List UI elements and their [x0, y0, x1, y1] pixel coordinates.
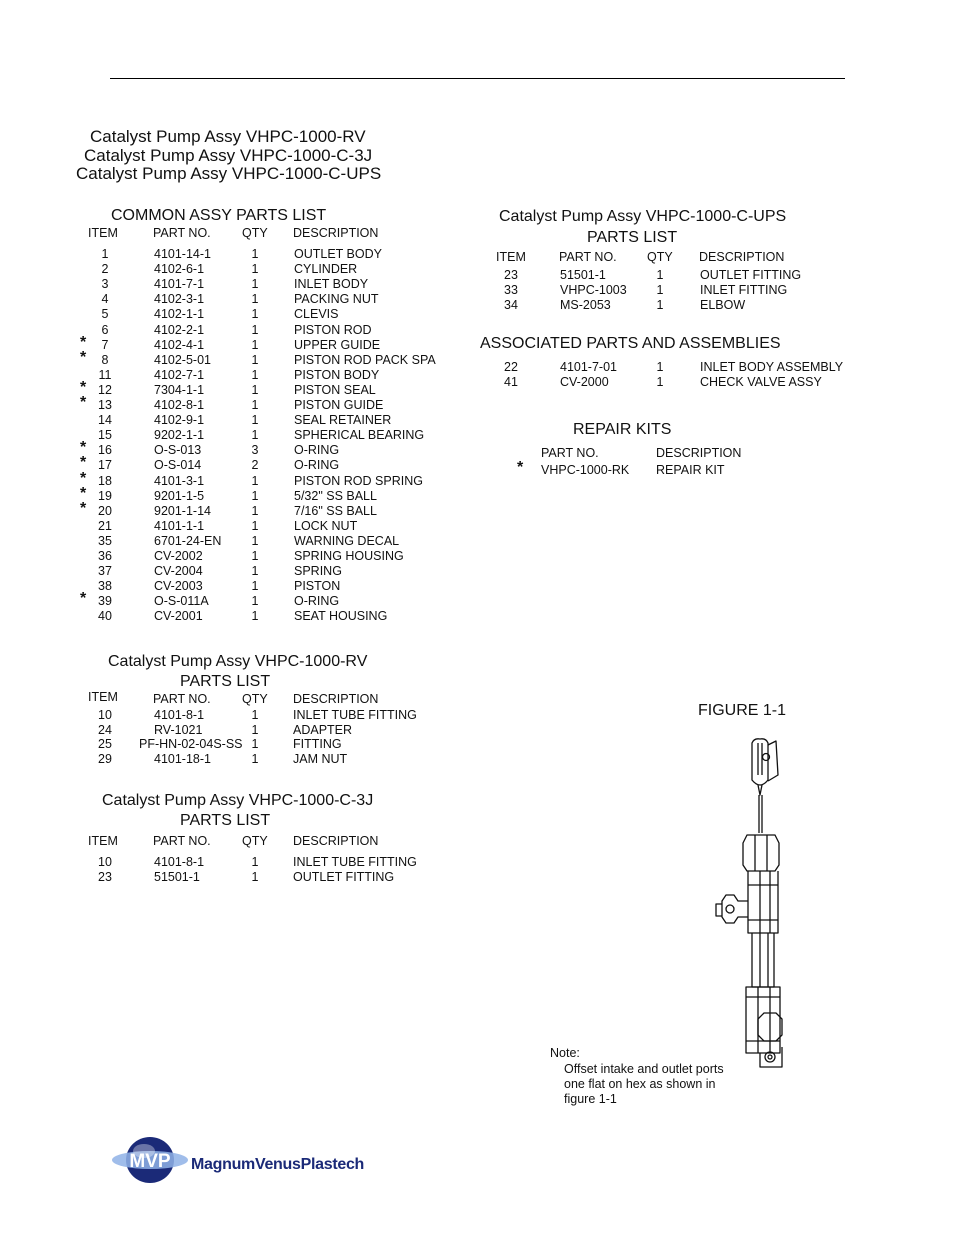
mvp-globe-icon [110, 1133, 190, 1188]
ups-row-qty: 1 [656, 283, 664, 297]
associated-row-item: 41 [504, 375, 518, 389]
common-row-desc: OUTLET BODY [294, 247, 382, 261]
common-row-qty: 1 [251, 277, 259, 291]
rv-row-qty: 1 [251, 708, 259, 722]
repair-kit-star: * [517, 459, 524, 476]
common-row-part: 4102-5-01 [154, 353, 211, 367]
common-row-qty: 1 [251, 323, 259, 337]
ups-row-item: 33 [504, 283, 518, 297]
common-row-part: 4102-8-1 [154, 398, 205, 412]
common-row-star: * [80, 470, 87, 487]
ups-row-item: 34 [504, 298, 518, 312]
common-row-desc: LOCK NUT [294, 519, 358, 533]
rv-row-desc: JAM NUT [293, 752, 348, 766]
common-row-qty: 1 [251, 489, 259, 503]
rv-header-desc: DESCRIPTION [293, 692, 379, 706]
common-row-qty: 1 [251, 338, 259, 352]
ups-row-desc: INLET FITTING [700, 283, 788, 297]
common-row-item: 20 [98, 504, 112, 518]
common-row-desc: CLEVIS [294, 307, 339, 321]
rv-row-desc: FITTING [293, 737, 342, 751]
common-row-part: O-S-014 [154, 458, 202, 472]
common-row-item: 11 [98, 368, 112, 382]
header-part: PART NO. [153, 226, 211, 240]
ups-list-title: Catalyst Pump Assy VHPC-1000-C-UPS [499, 208, 787, 225]
common-row-qty: 1 [251, 368, 259, 382]
common-row-qty: 1 [251, 579, 259, 593]
common-row-desc: INLET BODY [294, 277, 369, 291]
common-list-title: COMMON ASSY PARTS LIST [111, 207, 327, 224]
common-row-desc: UPPER GUIDE [294, 338, 381, 352]
common-row-item: 38 [98, 579, 112, 593]
common-row-desc: PISTON ROD [294, 323, 372, 337]
title-rv: Catalyst Pump Assy VHPC-1000-RV [90, 127, 366, 146]
rv-header-qty: QTY [242, 692, 268, 706]
rv-header-item: ITEM [88, 690, 118, 704]
logo-name: MagnumVenusPlastech [191, 1156, 365, 1173]
common-row-part: CV-2004 [154, 564, 203, 578]
c3j-row-part: 4101-8-1 [154, 855, 205, 869]
rv-row-qty: 1 [251, 737, 259, 751]
common-row-star: * [80, 379, 87, 396]
common-row-desc: O-RING [294, 594, 340, 608]
common-row-item: 16 [98, 443, 112, 457]
common-row-part: 9202-1-1 [154, 428, 205, 442]
common-row-star: * [80, 439, 87, 456]
header-desc: DESCRIPTION [293, 226, 379, 240]
common-row-qty: 1 [251, 609, 259, 623]
common-row-item: 12 [98, 383, 112, 397]
common-row-part: 4101-1-1 [154, 519, 205, 533]
ups-row-desc: ELBOW [700, 298, 746, 312]
company-logo [110, 1133, 400, 1188]
c3j-row-qty: 1 [251, 855, 259, 869]
common-row-desc: PISTON BODY [294, 368, 380, 382]
ups-row-desc: OUTLET FITTING [700, 268, 802, 282]
c3j-row-qty: 1 [251, 870, 259, 884]
common-row-qty: 1 [251, 428, 259, 442]
repair-kit-desc: REPAIR KIT [656, 463, 725, 477]
common-row-part: 4102-1-1 [154, 307, 205, 321]
common-row-item: 8 [101, 353, 109, 367]
ups-row-qty: 1 [656, 268, 664, 282]
common-row-star: * [80, 394, 87, 411]
common-row-qty: 1 [251, 474, 259, 488]
ups-row-part: VHPC-1003 [560, 283, 627, 297]
common-row-item: 39 [98, 594, 112, 608]
common-row-item: 1 [101, 247, 109, 261]
common-row-desc: PISTON SEAL [294, 383, 376, 397]
common-row-desc: O-RING [294, 458, 340, 472]
common-row-part: 4102-9-1 [154, 413, 205, 427]
common-row-star: * [80, 454, 87, 471]
associated-row-part: 4101-7-01 [560, 360, 617, 374]
ups-row-item: 23 [504, 268, 518, 282]
c3j-row-item: 23 [98, 870, 112, 884]
common-row-qty: 1 [251, 247, 259, 261]
common-row-item: 13 [98, 398, 112, 412]
note-line-1: Offset intake and outlet ports [564, 1062, 724, 1076]
common-row-part: 6701-24-EN [154, 534, 222, 548]
common-row-item: 17 [98, 458, 112, 472]
common-row-star: * [80, 349, 87, 366]
common-row-item: 15 [98, 428, 112, 442]
common-row-part: 9201-1-5 [154, 489, 205, 503]
top-rule [110, 78, 845, 79]
common-row-qty: 1 [251, 398, 259, 412]
common-row-desc: 5/32" SS BALL [294, 489, 377, 503]
rv-row-part: RV-1021 [154, 723, 203, 737]
associated-row-item: 22 [504, 360, 518, 374]
common-row-desc: SEAT HOUSING [294, 609, 388, 623]
common-row-qty: 1 [251, 307, 259, 321]
common-row-item: 7 [101, 338, 109, 352]
common-row-qty: 1 [251, 534, 259, 548]
common-row-qty: 2 [251, 458, 259, 472]
rv-row-item: 29 [98, 752, 112, 766]
rv-row-desc: INLET TUBE FITTING [293, 708, 417, 722]
common-row-star: * [80, 500, 87, 517]
common-row-desc: SPRING [294, 564, 342, 578]
ups-header-qty: QTY [647, 250, 673, 264]
common-row-star: * [80, 485, 87, 502]
common-row-desc: PISTON ROD SPRING [294, 474, 423, 488]
ups-list-subtitle: PARTS LIST [587, 229, 678, 246]
rv-row-item: 25 [98, 737, 112, 751]
common-row-item: 40 [98, 609, 112, 623]
ups-row-part: MS-2053 [560, 298, 611, 312]
common-row-part: CV-2003 [154, 579, 203, 593]
title-c3j: Catalyst Pump Assy VHPC-1000-C-3J [84, 146, 373, 165]
c3j-header-desc: DESCRIPTION [293, 834, 379, 848]
ups-row-part: 51501-1 [560, 268, 606, 282]
title-ups: Catalyst Pump Assy VHPC-1000-C-UPS [76, 164, 382, 183]
c3j-header-part: PART NO. [153, 834, 211, 848]
common-row-part: 4102-6-1 [154, 262, 205, 276]
common-row-desc: PACKING NUT [294, 292, 379, 306]
common-row-qty: 1 [251, 519, 259, 533]
common-row-item: 21 [98, 519, 112, 533]
rv-row-item: 24 [98, 723, 112, 737]
ups-header-desc: DESCRIPTION [699, 250, 785, 264]
associated-row-qty: 1 [656, 375, 664, 389]
pump-drawing [700, 735, 810, 1075]
common-row-desc: 7/16" SS BALL [294, 504, 377, 518]
associated-row-qty: 1 [656, 360, 664, 374]
c3j-row-part: 51501-1 [154, 870, 200, 884]
repair-header-part: PART NO. [541, 446, 599, 460]
rv-header-part: PART NO. [153, 692, 211, 706]
rv-list-title: Catalyst Pump Assy VHPC-1000-RV [108, 653, 368, 670]
common-row-qty: 1 [251, 383, 259, 397]
figure-label: FIGURE 1-1 [698, 702, 787, 719]
common-row-part: 9201-1-14 [154, 504, 211, 518]
common-row-part: 4101-7-1 [154, 277, 205, 291]
common-row-qty: 1 [251, 292, 259, 306]
common-row-qty: 1 [251, 549, 259, 563]
rv-row-qty: 1 [251, 723, 259, 737]
associated-row-part: CV-2000 [560, 375, 609, 389]
ups-header-part: PART NO. [559, 250, 617, 264]
c3j-header-item: ITEM [88, 834, 118, 848]
header-qty: QTY [242, 226, 268, 240]
associated-row-desc: INLET BODY ASSEMBLY [700, 360, 844, 374]
common-row-part: 4102-2-1 [154, 323, 205, 337]
c3j-header-qty: QTY [242, 834, 268, 848]
common-row-part: 4102-4-1 [154, 338, 205, 352]
c3j-list-title: Catalyst Pump Assy VHPC-1000-C-3J [102, 792, 374, 809]
common-row-part: 4102-3-1 [154, 292, 205, 306]
common-row-part: 4102-7-1 [154, 368, 205, 382]
common-row-qty: 1 [251, 504, 259, 518]
common-row-star: * [80, 590, 87, 607]
common-row-part: 4101-14-1 [154, 247, 211, 261]
common-row-desc: PISTON ROD PACK SPA [294, 353, 436, 367]
common-row-item: 37 [98, 564, 112, 578]
rv-row-qty: 1 [251, 752, 259, 766]
common-row-desc: SPRING HOUSING [294, 549, 404, 563]
ups-header-item: ITEM [496, 250, 526, 264]
c3j-list-subtitle: PARTS LIST [180, 812, 271, 829]
common-row-qty: 3 [251, 443, 259, 457]
ups-row-qty: 1 [656, 298, 664, 312]
common-row-item: 35 [98, 534, 112, 548]
common-row-qty: 1 [251, 594, 259, 608]
common-row-item: 6 [101, 323, 109, 337]
common-row-part: 4101-3-1 [154, 474, 205, 488]
note-line-3: figure 1-1 [564, 1092, 617, 1106]
common-row-qty: 1 [251, 262, 259, 276]
c3j-row-item: 10 [98, 855, 112, 869]
repair-kits-title: REPAIR KITS [573, 421, 672, 438]
common-row-qty: 1 [251, 353, 259, 367]
common-row-item: 3 [101, 277, 109, 291]
common-row-item: 5 [101, 307, 109, 321]
common-row-desc: PISTON [294, 579, 341, 593]
common-row-item: 4 [101, 292, 109, 306]
rv-row-desc: ADAPTER [293, 723, 353, 737]
c3j-row-desc: OUTLET FITTING [293, 870, 395, 884]
associated-row-desc: CHECK VALVE ASSY [700, 375, 822, 389]
rv-row-part: PF-HN-02-04S-SS [139, 737, 243, 751]
common-row-qty: 1 [251, 564, 259, 578]
common-row-part: CV-2001 [154, 609, 203, 623]
note-title: Note: [550, 1046, 580, 1060]
common-row-star: * [80, 334, 87, 351]
c3j-row-desc: INLET TUBE FITTING [293, 855, 417, 869]
common-row-desc: SPHERICAL BEARING [294, 428, 425, 442]
common-row-part: O-S-011A [154, 594, 209, 608]
header-item: ITEM [88, 226, 118, 240]
rv-row-part: 4101-8-1 [154, 708, 205, 722]
common-row-item: 14 [98, 413, 112, 427]
common-row-desc: WARNING DECAL [294, 534, 400, 548]
rv-list-subtitle: PARTS LIST [180, 673, 271, 690]
common-row-desc: CYLINDER [294, 262, 358, 276]
common-row-item: 36 [98, 549, 112, 563]
logo-mark: MVP [129, 1151, 171, 1172]
repair-header-desc: DESCRIPTION [656, 446, 742, 460]
associated-title: ASSOCIATED PARTS AND ASSEMBLIES [480, 335, 781, 352]
common-row-part: CV-2002 [154, 549, 203, 563]
common-row-item: 2 [101, 262, 109, 276]
common-row-desc: PISTON GUIDE [294, 398, 384, 412]
common-row-part: 7304-1-1 [154, 383, 205, 397]
rv-row-part: 4101-18-1 [154, 752, 211, 766]
rv-row-item: 10 [98, 708, 112, 722]
common-row-part: O-S-013 [154, 443, 202, 457]
note-line-2: one flat on hex as shown in [564, 1077, 716, 1091]
common-row-item: 19 [98, 489, 112, 503]
repair-kit-part: VHPC-1000-RK [541, 463, 630, 477]
common-row-desc: O-RING [294, 443, 340, 457]
common-row-qty: 1 [251, 413, 259, 427]
common-row-item: 18 [98, 474, 112, 488]
common-row-desc: SEAL RETAINER [294, 413, 392, 427]
